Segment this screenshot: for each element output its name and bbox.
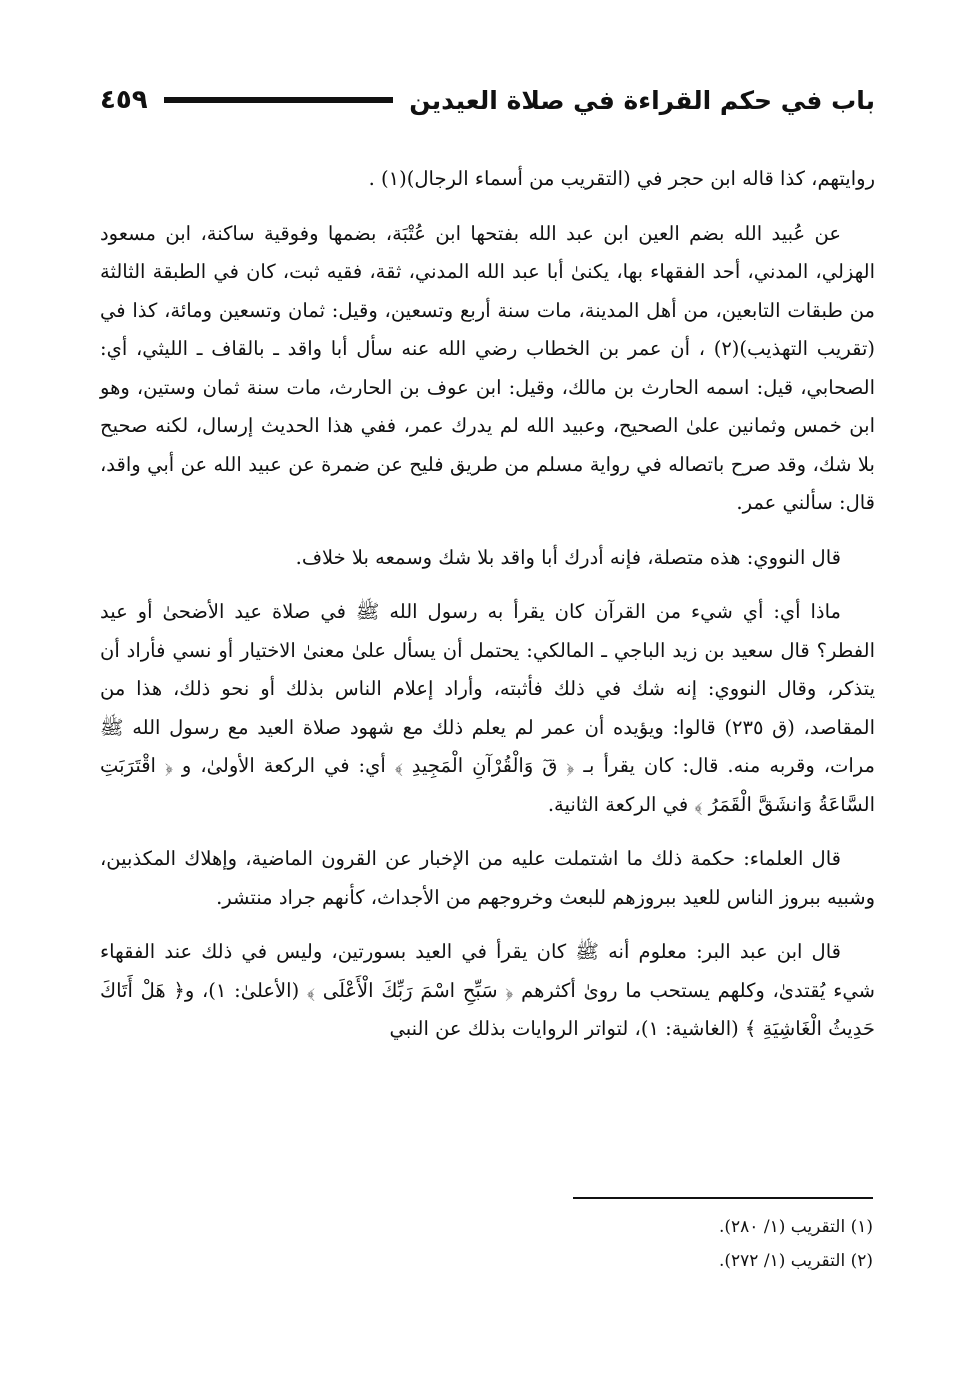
running-title: باب في حكم القراءة في صلاة العيدين xyxy=(409,85,875,115)
paragraph: قال ابن عبد البر: معلوم أنه ﷺ كان يقرأ في العيد بسورتين، وليس في ذلك عند الفقهاء شيء يُقتدىٰ، وكلهم يستحب ما روىٰ أكثرهم ﴿ سَبِّحِ اسْمَ رَبِّكَ الْأَعْلَى ﴾ (الأعلىٰ: ١)، و﴿ هَلْ أَتَاكَ حَدِيثُ الْغَاشِيَةِ ﴾ (الغاشية: ١)، لتواتر الروايات بذلك عن النبي xyxy=(100,940,875,1040)
paragraph: قال النووي: هذه متصلة، فإنه أدرك أبا واقد بلا شك وسمعه بلا خلاف. xyxy=(295,545,841,569)
footnotes xyxy=(473,1210,873,1278)
footnote: (١) التقريب (١/ ٢٨٠). xyxy=(718,1217,873,1237)
footnote-divider xyxy=(573,1197,873,1199)
footnote: (٢) التقريب (١/ ٢٧٢). xyxy=(718,1251,873,1271)
paragraph: ماذا أي: أي شيء من القرآن كان يقرأ به رسول الله ﷺ في صلاة عيد الأضحىٰ أو عيد الفطر؟ قال سعيد بن زيد الباجي ـ المالكي: يحتمل أن يسأل علىٰ معنىٰ الاختيار أو نسي فأراد أن يتذكر، وقال النووي: إنه شك في ذلك فأثبته، وأراد إعلام الناس بذلك أو نحو ذلك، هذا من المقاصد، (ق ٢٣٥) قالوا: ويؤيده أن عمر لم يعلم ذلك مع شهود صلاة العيد مع رسول الله ﷺ مرات، وقربه منه. قال: كان يقرأ بـ ﴿ قٓ وَالْقُرْآنِ الْمَجِيدِ ﴾ أي: في الركعة الأولىٰ، و ﴿ اقْتَرَبَتِ السَّاعَةُ وَانشَقَّ الْقَمَرُ ﴾ في الركعة الثانية. xyxy=(100,600,875,816)
paragraph: روايتهم، كذا قاله ابن حجر في (التقريب من أسماء الرجال)(١) . xyxy=(368,167,875,190)
paragraph: عن عُبيد الله بضم العين ابن عبد الله بفتحها ابن عُتْبَة، بضمها وفوقية ساكنة، ابن مسعود الهزلي، المدني، أحد الفقهاء بها، يكنىٰ أبا عبد الله المدني، ثقة، فقيه ثبت، كان في الطبقة الثالثة من طبقات التابعين، من أهل المدينة، مات سنة أربع وتسعين، وقيل: ثمان وتسعين ومائة، كذا في (تقريب التهذيب)(٢) ، أن عمر بن الخطاب رضي الله عنه سأل أبا واقد ـ بالقاف ـ الليثي، أي: الصحابي، قيل: اسمه الحارث بن مالك، وقيل: ابن عوف بن الحارث، مات سنة ثمان وستين، وهو ابن خمس وثمانين علىٰ الصحيح، وعبيد الله لم يدرك عمر، ففي هذا الحديث إرسال، لكنه صحيح بلا شك، وقد صرح باتصاله في رواية مسلم من طريق فليح عن ضمرة عن عبيد الله عن أبي واقد، قال: سألني عمر. xyxy=(100,221,875,514)
paragraph: قال العلماء: حكمة ذلك ما اشتملت عليه من الإخبار عن القرون الماضية، وإهلاك المكذبين، وشبيه ببروز الناس للعيد ببروزهم للبعث وخروجهم من الأجداث، كأنهم جراد منتشر. xyxy=(100,847,875,909)
header-rule xyxy=(164,97,394,103)
page-number: ٤٥٩ xyxy=(100,85,148,115)
body-text xyxy=(100,160,875,1065)
page-header xyxy=(100,78,875,122)
